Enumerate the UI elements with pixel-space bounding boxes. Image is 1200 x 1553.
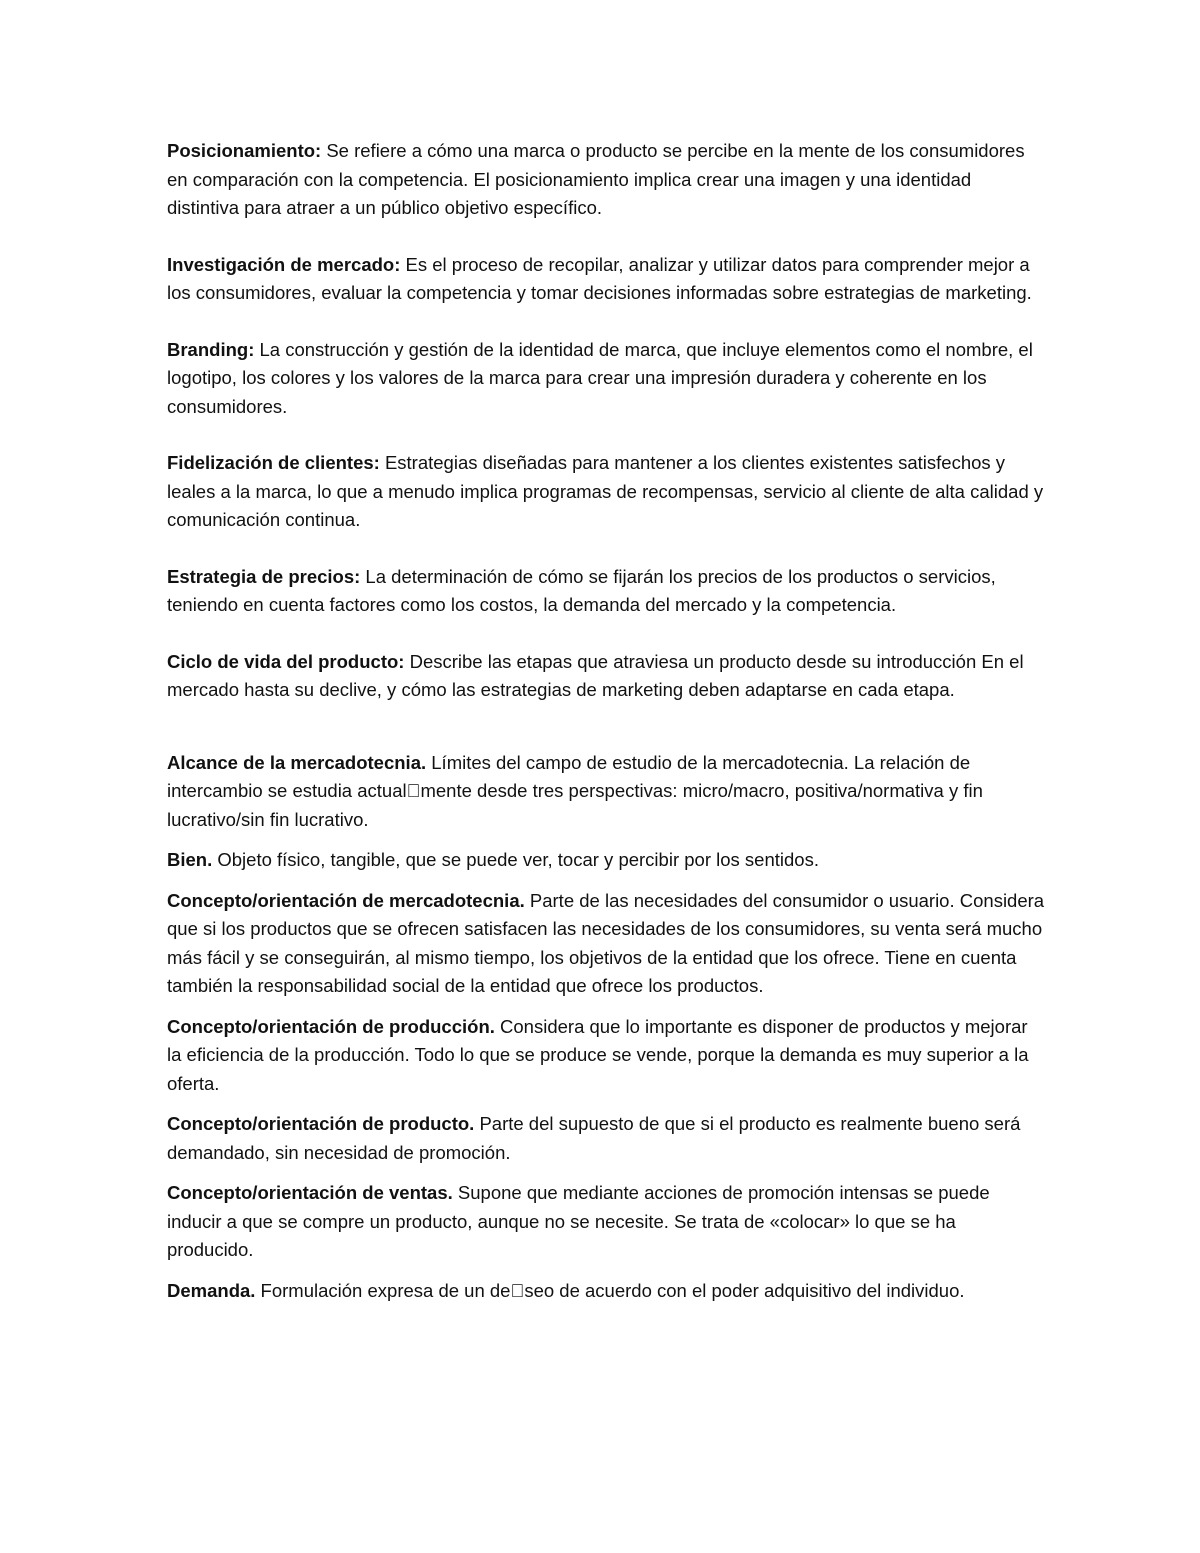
definition-term: Branding: [167,338,255,360]
definition-paragraph [167,336,1047,422]
definition-term: Concepto/orientación de ventas. [167,1182,453,1203]
definition-paragraph [167,137,1047,223]
definition-paragraph [167,1277,1047,1306]
definition-paragraph [167,1013,1047,1099]
definition-term: Demanda. [167,1279,256,1301]
definition-term: Fidelización de clientes: [167,452,380,473]
definition-term: Ciclo de vida del producto: [167,650,405,672]
definition-term: Concepto/orientación de producción. [167,1015,495,1037]
definition-paragraph [167,1110,1047,1167]
definition-paragraph [167,648,1047,705]
definition-text: Límites del campo de estudio de la mercadotecnia. La relación de intercambio se estudia actual mente desde tres perspectivas: micro/macro, positiva/normativa y fin lucrativo/sin fin lucrativo. [167,751,983,830]
definition-text: Considera que lo importante es disponer de productos y mejorar la eficiencia de la producción. Todo lo que se produce se vende, porque la demanda es muy superior a la oferta. [167,1015,1029,1094]
definition-paragraph [167,563,1047,620]
definition-paragraph [167,749,1047,835]
definition-text: Parte del supuesto de que si el producto es realmente bueno será demandado, sin necesidad de promoción. [167,1113,1021,1163]
definition-paragraph [167,251,1047,308]
definition-paragraph [167,846,1047,875]
definition-term: Posicionamiento: [167,140,322,161]
definition-text: Supone que mediante acciones de promoción intensas se puede inducir a que se compre un producto, aunque no se necesite. Se trata de «colocar» lo que se ha producido. [167,1182,990,1260]
definition-text: Describe las etapas que atraviesa un producto desde su introducción En el mercado hasta su declive, y cómo las estrategias de marketing deben adaptarse en cada etapa. [167,650,1024,700]
definition-term: Bien. [167,849,213,870]
definition-text: Formulación expresa de un de seo de acuerdo con el poder adquisitivo del individuo. [255,1279,965,1301]
definition-text: La determinación de cómo se fijarán los precios de los productos o servicios, teniendo en cuenta factores como los costos, la demanda del mercado y la competencia. [167,565,996,615]
definition-text: Objeto físico, tangible, que se puede ver, tocar y percibir por los sentidos. [212,849,819,870]
definition-text: La construcción y gestión de la identidad de marca, que incluye elementos como el nombre, el logotipo, los colores y los valores de la marca para crear una impresión duradera y coherente en los consumidores. [167,338,1033,417]
definition-term: Investigación de mercado: [167,253,401,275]
definition-text: Es el proceso de recopilar, analizar y utilizar datos para comprender mejor a los consumidores, evaluar la competencia y tomar decisiones informadas sobre estrategias de marketing. [167,253,1032,303]
document-body [167,137,1047,1305]
definition-term: Concepto/orientación de mercadotecnia. [167,889,525,911]
definition-text: Se refiere a cómo una marca o producto se percibe en la mente de los consumidores en comparación con la competencia. El posicionamiento implica crear una imagen y una identidad distintiva para atraer a un público objetivo específico. [167,140,1025,218]
definition-term: Concepto/orientación de producto. [167,1113,475,1134]
definition-text: Estrategias diseñadas para mantener a los clientes existentes satisfechos y leales a la marca, lo que a menudo implica programas de recompensas, servicio al cliente de alta calidad y comunicación continua. [167,452,1044,530]
definition-paragraph [167,449,1047,535]
definition-paragraph [167,1179,1047,1265]
definition-term: Alcance de la mercadotecnia. [167,751,427,773]
definition-text: Parte de las necesidades del consumidor o usuario. Considera que si los productos que se ofrecen satisfacen las necesidades de los consumidores, su venta será mucho más fácil y se conseguirán, al mismo tiempo, los objetivos de la entidad que los ofrece. Tiene en cuenta también la responsabilidad social de la entidad que ofrece los productos. [167,889,1045,996]
definition-paragraph [167,887,1047,1001]
definition-term: Estrategia de precios: [167,565,361,587]
